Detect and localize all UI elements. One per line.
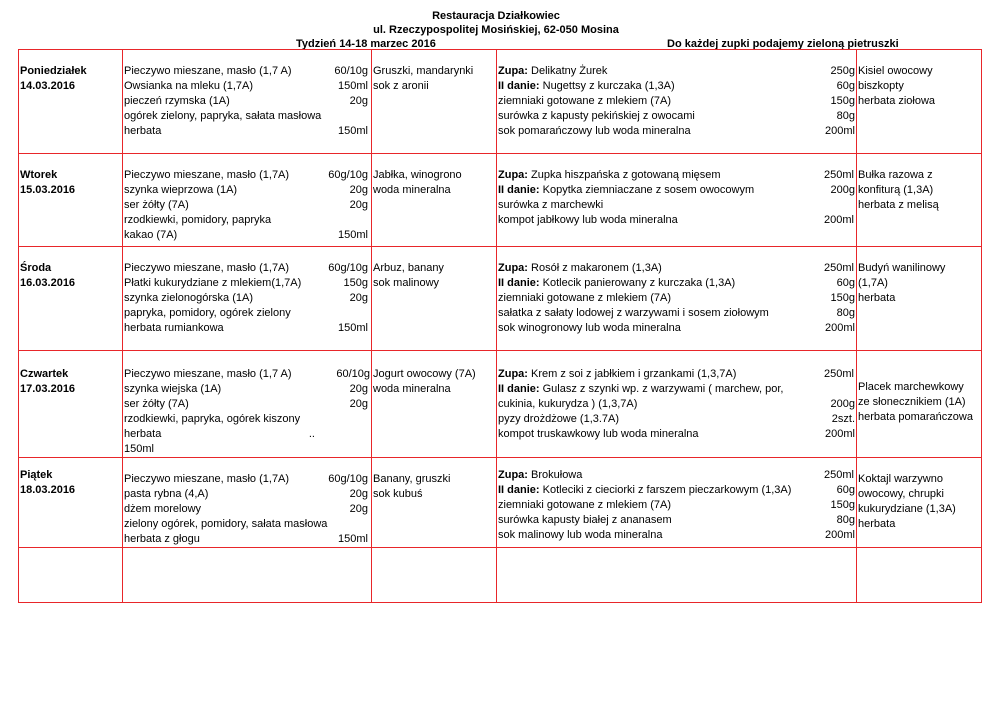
tea-item: Budyń wanilinowy: [858, 262, 946, 274]
tea-item: herbata: [858, 292, 896, 304]
breakfast-cell: [123, 247, 372, 351]
item-name: zielony ogórek, pomidory, sałata masłowa: [124, 518, 328, 530]
item-name: sok malinowy lub woda mineralna: [498, 529, 663, 541]
snack-item: woda mineralna: [373, 184, 451, 196]
breakfast-cell: [123, 458, 372, 548]
lunch-item: [497, 321, 856, 336]
breakfast-item: [123, 412, 371, 427]
course-label: Zupa:: [498, 368, 528, 380]
item-quantity: 20g: [349, 398, 368, 410]
lunch-item: [497, 382, 856, 397]
menu-row-empty: [19, 548, 982, 603]
tea-item: herbata: [858, 518, 896, 530]
breakfast-item: [123, 213, 371, 228]
lunch-item: [497, 198, 856, 213]
day-date: 15.03.2016: [20, 184, 76, 196]
item-quantity: 60g: [836, 484, 855, 496]
item-name: Nugettsy z kurczaka (1,3A): [539, 80, 675, 92]
item-quantity: 150ml: [338, 229, 368, 241]
item-name: ziemniaki gotowane z mlekiem (7A): [498, 499, 672, 511]
item-name: Pieczywo mieszane, masło (1,7A): [124, 169, 290, 181]
item-quantity: 150g: [830, 292, 855, 304]
tea-cell: [857, 247, 982, 351]
item-quantity: 200g: [830, 398, 855, 410]
item-quantity: 250ml: [824, 262, 854, 274]
item-name: szynka wieprzowa (1A): [124, 184, 238, 196]
menu-table: [18, 49, 982, 603]
day-cell: [19, 458, 123, 548]
tea-item: Placek marchewkowy: [858, 381, 964, 393]
breakfast-item: [123, 109, 371, 124]
day-name: Środa: [20, 262, 52, 274]
breakfast-item: [123, 79, 371, 94]
tea-item: Bułka razowa z: [858, 169, 933, 181]
breakfast-item: [123, 502, 371, 517]
item-name: herbata: [124, 428, 162, 440]
item-quantity: 150ml: [338, 533, 368, 545]
lunch-item: [497, 109, 856, 124]
snack-item: Gruszki, mandarynki: [373, 65, 474, 77]
breakfast-item: [123, 382, 371, 397]
lunch-cell: [497, 247, 857, 351]
item-name: rzodkiewki, papryka, ogórek kiszony: [124, 413, 301, 425]
item-quantity: 250ml: [824, 469, 854, 481]
breakfast-item: [123, 276, 371, 291]
course-label: II danie:: [498, 80, 540, 92]
snack-cell: [372, 50, 497, 154]
item-name: ser żółty (7A): [124, 398, 189, 410]
item-name: dżem morelowy: [124, 503, 202, 515]
item-quantity: 60g/10g: [328, 473, 368, 485]
breakfast-item: [123, 532, 371, 547]
lunch-item: [497, 124, 856, 139]
item-name: kompot truskawkowy lub woda mineralna: [498, 428, 699, 440]
restaurant-address: ul. Rzeczypospolitej Mosińskiej, 62-050 Mosina: [373, 24, 619, 36]
restaurant-name: Restauracja Działkowiec: [432, 10, 560, 22]
menu-row: [19, 50, 982, 154]
item-quantity: 20g: [349, 488, 368, 500]
tea-cell: [857, 458, 982, 548]
tea-item: herbata pomarańczowa: [858, 411, 973, 423]
breakfast-item: [123, 124, 371, 139]
lunch-cell: [497, 351, 857, 458]
snack-item: sok z aronii: [373, 80, 429, 92]
snack-cell: [372, 247, 497, 351]
item-name: ser żółty (7A): [124, 199, 189, 211]
item-quantity: 20g: [349, 292, 368, 304]
item-name: papryka, pomidory, ogórek zielony: [124, 307, 291, 319]
day-cell: [19, 247, 123, 351]
day-name: Piątek: [20, 469, 53, 481]
tea-item: herbata ziołowa: [858, 95, 936, 107]
item-name: 150ml: [124, 443, 154, 455]
lunch-item: [497, 397, 856, 412]
item-name: herbata: [124, 125, 162, 137]
item-quantity: 60/10g: [334, 65, 368, 77]
menu-row: [19, 351, 982, 458]
lunch-item: [497, 64, 856, 79]
lunch-item: [497, 427, 856, 442]
item-name: szynka wiejska (1A): [124, 383, 222, 395]
menu-row: [19, 458, 982, 548]
item-name: pieczeń rzymska (1A): [124, 95, 230, 107]
empty-cell: [857, 548, 982, 603]
breakfast-item: [123, 64, 371, 79]
course-label: Zupa:: [498, 65, 528, 77]
course-label: II danie:: [498, 383, 540, 395]
item-quantity: 150g: [830, 499, 855, 511]
menu-row: [19, 247, 982, 351]
item-name: Płatki kukurydziane z mlekiem(1,7A): [124, 277, 302, 289]
day-cell: [19, 154, 123, 247]
lunch-item: [497, 498, 856, 513]
item-name: sok winogronowy lub woda mineralna: [498, 322, 681, 334]
lunch-item: [497, 528, 856, 543]
item-name: ziemniaki gotowane z mlekiem (7A): [498, 95, 672, 107]
breakfast-item: [123, 291, 371, 306]
breakfast-item: [123, 427, 371, 442]
course-label: Zupa:: [498, 169, 528, 181]
item-name: sałatka z sałaty lodowej z warzywami i sosem ziołowym: [498, 307, 769, 319]
lunch-item: [497, 367, 856, 382]
item-quantity: 200ml: [825, 428, 855, 440]
item-name: sok pomarańczowy lub woda mineralna: [498, 125, 691, 137]
snack-item: Jabłka, winogrono: [373, 169, 462, 181]
day-name: Poniedziałek: [20, 65, 87, 77]
breakfast-item: [123, 321, 371, 336]
tea-cell: [857, 154, 982, 247]
lunch-item: [497, 168, 856, 183]
tea-item: biszkopty: [858, 80, 904, 92]
item-name: surówka z marchewki: [498, 199, 604, 211]
item-name: pasta rybna (4,A): [124, 488, 209, 500]
item-quantity: 200g: [830, 184, 855, 196]
day-date: 18.03.2016: [20, 484, 76, 496]
snack-item: Arbuz, banany: [373, 262, 444, 274]
item-quantity: 20g: [349, 383, 368, 395]
item-name: cukinia, kukurydza ) (1,3,7A): [498, 398, 638, 410]
empty-cell: [497, 548, 857, 603]
lunch-cell: [497, 50, 857, 154]
breakfast-cell: [123, 50, 372, 154]
week-title: Tydzień 14-18 marzec 2016: [296, 38, 436, 50]
lunch-item: [497, 513, 856, 528]
item-name: pyzy drożdżowe (1,3.7A): [498, 413, 620, 425]
item-quantity: 150ml: [338, 80, 368, 92]
tea-item: herbata z melisą: [858, 199, 939, 211]
breakfast-item: [123, 198, 371, 213]
breakfast-item: [123, 306, 371, 321]
item-quantity: 80g: [836, 514, 855, 526]
item-name: szynka zielonogórska (1A): [124, 292, 254, 304]
lunch-item: [497, 306, 856, 321]
item-quantity: 150ml: [338, 322, 368, 334]
item-quantity: 200ml: [825, 322, 855, 334]
item-name: herbata z głogu: [124, 533, 200, 545]
item-quantity: 60/10g: [336, 368, 370, 380]
breakfast-item: [123, 397, 371, 412]
item-name: Kotlecik panierowany z kurczaka (1,3A): [539, 277, 736, 289]
item-name: herbata rumiankowa: [124, 322, 224, 334]
item-name: Kopytka ziemniaczane z sosem owocowym: [539, 184, 755, 196]
course-label: Zupa:: [498, 262, 528, 274]
item-quantity: 250ml: [824, 368, 854, 380]
snack-item: Jogurt owocowy (7A): [373, 368, 476, 380]
breakfast-item: [123, 487, 371, 502]
course-label: II danie:: [498, 484, 540, 496]
empty-cell: [123, 548, 372, 603]
item-name: kompot jabłkowy lub woda mineralna: [498, 214, 678, 226]
item-quantity: 250g: [830, 65, 855, 77]
tea-item: Kisiel owocowy: [858, 65, 933, 77]
item-quantity: 150g: [830, 95, 855, 107]
item-name: Kotleciki z cieciorki z farszem pieczarkowym (1,3A): [539, 484, 792, 496]
item-name: kakao (7A): [124, 229, 178, 241]
item-quantity: 150g: [343, 277, 368, 289]
item-name: Delikatny Żurek: [527, 65, 608, 77]
snack-item: sok kubuś: [373, 488, 423, 500]
snack-item: woda mineralna: [373, 383, 451, 395]
day-cell: [19, 50, 123, 154]
item-name: Rosół z makaronem (1,3A): [527, 262, 662, 274]
tea-item: kukurydziane (1,3A): [858, 503, 956, 515]
snack-cell: [372, 154, 497, 247]
tea-item: [857, 365, 981, 380]
snack-cell: [372, 458, 497, 548]
item-quantity: 60g/10g: [328, 262, 368, 274]
item-quantity: 200ml: [825, 529, 855, 541]
item-quantity: 20g: [349, 503, 368, 515]
breakfast-item: [123, 517, 371, 532]
snack-item: Banany, gruszki: [373, 473, 451, 485]
item-name: Zupka hiszpańska z gotowaną mięsem: [527, 169, 721, 181]
item-quantity: 250ml: [824, 169, 854, 181]
item-quantity: 20g: [349, 95, 368, 107]
tea-item: (1,7A): [858, 277, 888, 289]
empty-cell: [372, 548, 497, 603]
day-date: 16.03.2016: [20, 277, 76, 289]
item-name: surówka z kapusty pekińskiej z owocami: [498, 110, 695, 122]
tea-item: Koktajl warzywno: [858, 473, 943, 485]
breakfast-item: [123, 261, 371, 276]
item-name: Owsianka na mleku (1,7A): [124, 80, 253, 92]
tea-cell: [857, 351, 982, 458]
breakfast-item: [123, 367, 371, 382]
lunch-item: [497, 291, 856, 306]
item-quantity: ..: [308, 428, 315, 440]
day-name: Czwartek: [20, 368, 69, 380]
item-quantity: 80g: [836, 307, 855, 319]
soup-note: Do każdej zupki podajemy zieloną pietruszki: [667, 38, 899, 50]
tea-item: owocowy, chrupki: [858, 488, 944, 500]
lunch-item: [497, 412, 856, 427]
item-name: Brokułowa: [527, 469, 583, 481]
item-name: Gulasz z szynki wp. z warzywami ( marchew, por,: [539, 383, 784, 395]
tea-cell: [857, 50, 982, 154]
item-quantity: 80g: [836, 110, 855, 122]
lunch-item: [497, 213, 856, 228]
lunch-cell: [497, 458, 857, 548]
breakfast-item: [123, 442, 371, 457]
course-label: II danie:: [498, 277, 540, 289]
course-label: Zupa:: [498, 469, 528, 481]
day-cell: [19, 351, 123, 458]
day-date: 14.03.2016: [20, 80, 76, 92]
tea-item: konfiturą (1,3A): [858, 184, 934, 196]
breakfast-item: [123, 94, 371, 109]
item-name: surówka kapusty białej z ananasem: [498, 514, 672, 526]
item-quantity: 20g: [349, 199, 368, 211]
item-name: Pieczywo mieszane, masło (1,7A): [124, 473, 290, 485]
item-quantity: 2szt.: [831, 413, 855, 425]
course-label: II danie:: [498, 184, 540, 196]
snack-item: sok malinowy: [373, 277, 440, 289]
item-name: Pieczywo mieszane, masło (1,7 A): [124, 65, 292, 77]
item-name: Pieczywo mieszane, masło (1,7 A): [124, 368, 292, 380]
lunch-item: [497, 79, 856, 94]
empty-cell: [19, 548, 123, 603]
item-name: Krem z soi z jabłkiem i grzankami (1,3,7A): [527, 368, 737, 380]
item-quantity: 60g: [836, 277, 855, 289]
day-name: Wtorek: [20, 169, 58, 181]
breakfast-item: [123, 168, 371, 183]
breakfast-item: [123, 472, 371, 487]
breakfast-item: [123, 228, 371, 243]
item-quantity: 60g/10g: [328, 169, 368, 181]
lunch-item: [497, 261, 856, 276]
lunch-cell: [497, 154, 857, 247]
item-name: Pieczywo mieszane, masło (1,7A): [124, 262, 290, 274]
lunch-item: [497, 483, 856, 498]
lunch-item: [497, 183, 856, 198]
breakfast-cell: [123, 154, 372, 247]
item-quantity: 20g: [349, 184, 368, 196]
lunch-item: [497, 94, 856, 109]
tea-item: ze słonecznikiem (1A): [858, 396, 966, 408]
breakfast-item: [123, 183, 371, 198]
breakfast-cell: [123, 351, 372, 458]
item-quantity: 150ml: [338, 125, 368, 137]
lunch-item: [497, 276, 856, 291]
item-name: rzodkiewki, pomidory, papryka: [124, 214, 272, 226]
menu-row: [19, 154, 982, 247]
item-name: ogórek zielony, papryka, sałata masłowa: [124, 110, 322, 122]
item-quantity: 200ml: [825, 125, 855, 137]
item-quantity: 60g: [836, 80, 855, 92]
day-date: 17.03.2016: [20, 383, 76, 395]
item-name: ziemniaki gotowane z mlekiem (7A): [498, 292, 672, 304]
lunch-item: [497, 468, 856, 483]
snack-cell: [372, 351, 497, 458]
item-quantity: 200ml: [824, 214, 854, 226]
